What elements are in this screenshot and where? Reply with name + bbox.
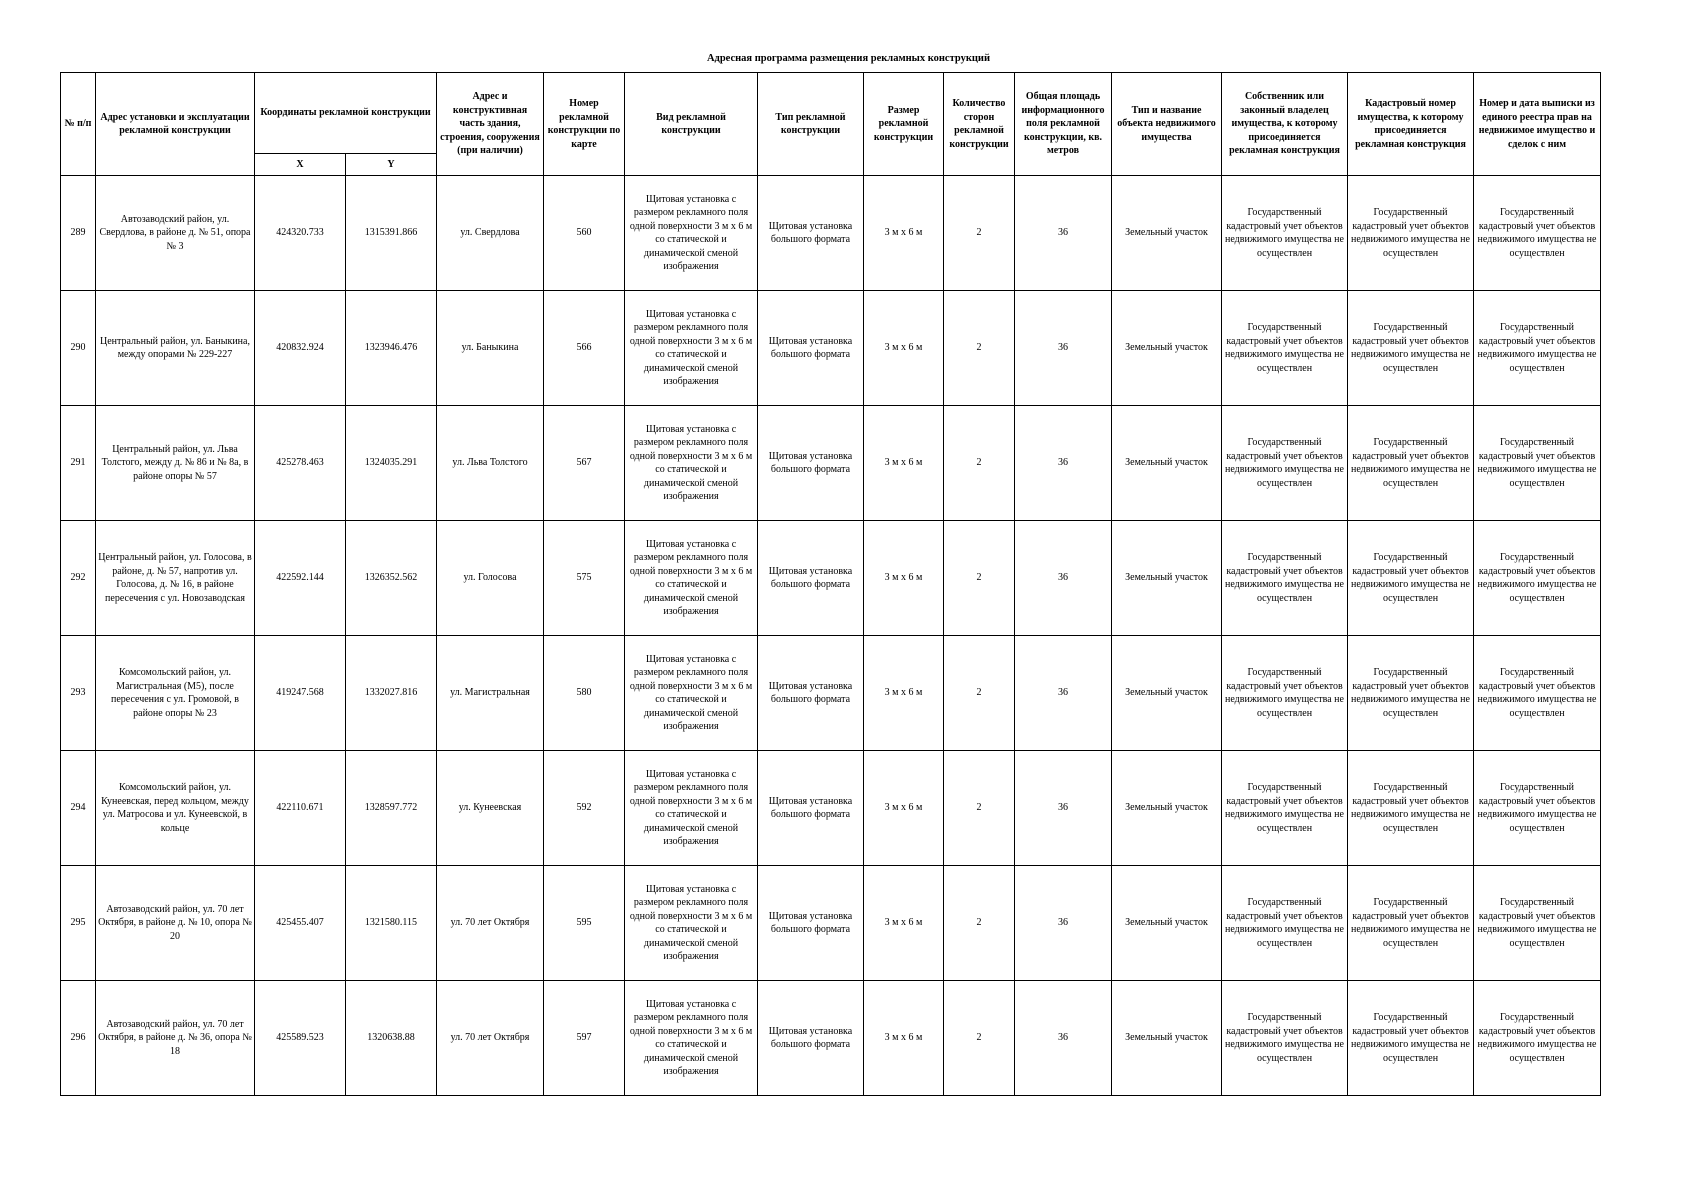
cell-building: ул. 70 лет Октября bbox=[437, 981, 544, 1096]
cell-x: 422592.144 bbox=[255, 521, 346, 636]
cell-size: 3 м х 6 м bbox=[864, 521, 944, 636]
cell-y: 1324035.291 bbox=[346, 406, 437, 521]
col-header-kind: Вид рекламной конструкции bbox=[625, 73, 758, 176]
advertising-structures-table bbox=[60, 72, 1601, 1096]
cell-cadastral: Государственный кадастровый учет объектов недвижимого имущества не осуществлен bbox=[1348, 521, 1474, 636]
cell-sides: 2 bbox=[944, 521, 1015, 636]
cell-owner: Государственный кадастровый учет объектов недвижимого имущества не осуществлен bbox=[1222, 981, 1348, 1096]
cell-type: Щитовая установка большого формата bbox=[758, 406, 864, 521]
cell-address: Автозаводский район, ул. 70 лет Октября, в районе д. № 36, опора № 18 bbox=[96, 981, 255, 1096]
cell-property: Земельный участок bbox=[1112, 176, 1222, 291]
cell-map-number: 567 bbox=[544, 406, 625, 521]
cell-property: Земельный участок bbox=[1112, 981, 1222, 1096]
cell-sides: 2 bbox=[944, 751, 1015, 866]
table-row bbox=[61, 866, 1601, 981]
cell-owner: Государственный кадастровый учет объектов недвижимого имущества не осуществлен bbox=[1222, 866, 1348, 981]
page-title: Адресная программа размещения рекламных конструкций bbox=[706, 53, 991, 64]
table-row bbox=[61, 406, 1601, 521]
cell-owner: Государственный кадастровый учет объектов недвижимого имущества не осуществлен bbox=[1222, 406, 1348, 521]
col-header-area: Общая площадь информационного поля рекламной конструкции, кв. метров bbox=[1015, 73, 1112, 176]
cell-owner: Государственный кадастровый учет объектов недвижимого имущества не осуществлен bbox=[1222, 176, 1348, 291]
cell-kind: Щитовая установка с размером рекламного поля одной поверхности 3 м х 6 м со статической и динамической сменой изображения bbox=[625, 406, 758, 521]
cell-x: 425455.407 bbox=[255, 866, 346, 981]
table-body bbox=[61, 176, 1601, 1096]
col-header-address: Адрес установки и эксплуатации рекламной конструкции bbox=[96, 73, 255, 176]
cell-map-number: 580 bbox=[544, 636, 625, 751]
cell-type: Щитовая установка большого формата bbox=[758, 176, 864, 291]
table-row bbox=[61, 751, 1601, 866]
cell-area: 36 bbox=[1015, 521, 1112, 636]
cell-map-number: 566 bbox=[544, 291, 625, 406]
col-header-owner: Собственник или законный владелец имущества, к которому присоединяется рекламная конструкция bbox=[1222, 73, 1348, 176]
col-header-x: X bbox=[255, 154, 346, 176]
cell-y: 1315391.866 bbox=[346, 176, 437, 291]
cell-num: 293 bbox=[61, 636, 96, 751]
cell-owner: Государственный кадастровый учет объектов недвижимого имущества не осуществлен bbox=[1222, 291, 1348, 406]
cell-sides: 2 bbox=[944, 981, 1015, 1096]
cell-owner: Государственный кадастровый учет объектов недвижимого имущества не осуществлен bbox=[1222, 521, 1348, 636]
cell-address: Центральный район, ул. Баныкина, между опорами № 229-227 bbox=[96, 291, 255, 406]
cell-kind: Щитовая установка с размером рекламного поля одной поверхности 3 м х 6 м со статической и динамической сменой изображения bbox=[625, 176, 758, 291]
col-header-size: Размер рекламной конструкции bbox=[864, 73, 944, 176]
cell-cadastral: Государственный кадастровый учет объектов недвижимого имущества не осуществлен bbox=[1348, 866, 1474, 981]
cell-sides: 2 bbox=[944, 291, 1015, 406]
cell-cadastral: Государственный кадастровый учет объектов недвижимого имущества не осуществлен bbox=[1348, 291, 1474, 406]
cell-property: Земельный участок bbox=[1112, 406, 1222, 521]
cell-map-number: 595 bbox=[544, 866, 625, 981]
col-header-sides: Количество сторон рекламной конструкции bbox=[944, 73, 1015, 176]
cell-cadastral: Государственный кадастровый учет объектов недвижимого имущества не осуществлен bbox=[1348, 981, 1474, 1096]
cell-property: Земельный участок bbox=[1112, 866, 1222, 981]
col-header-coords: Координаты рекламной конструкции bbox=[255, 73, 437, 154]
cell-registry: Государственный кадастровый учет объектов недвижимого имущества не осуществлен bbox=[1474, 636, 1601, 751]
cell-num: 296 bbox=[61, 981, 96, 1096]
cell-registry: Государственный кадастровый учет объектов недвижимого имущества не осуществлен bbox=[1474, 406, 1601, 521]
cell-num: 294 bbox=[61, 751, 96, 866]
cell-size: 3 м х 6 м bbox=[864, 176, 944, 291]
cell-area: 36 bbox=[1015, 406, 1112, 521]
cell-area: 36 bbox=[1015, 176, 1112, 291]
table-row bbox=[61, 981, 1601, 1096]
cell-cadastral: Государственный кадастровый учет объектов недвижимого имущества не осуществлен bbox=[1348, 636, 1474, 751]
cell-kind: Щитовая установка с размером рекламного поля одной поверхности 3 м х 6 м со статической и динамической сменой изображения bbox=[625, 751, 758, 866]
cell-address: Автозаводский район, ул. Свердлова, в районе д. № 51, опора № 3 bbox=[96, 176, 255, 291]
cell-y: 1328597.772 bbox=[346, 751, 437, 866]
cell-cadastral: Государственный кадастровый учет объектов недвижимого имущества не осуществлен bbox=[1348, 751, 1474, 866]
col-header-cadastral: Кадастровый номер имущества, к которому присоединяется рекламная конструкция bbox=[1348, 73, 1474, 176]
cell-map-number: 560 bbox=[544, 176, 625, 291]
cell-address: Центральный район, ул. Голосова, в районе, д. № 57, напротив ул. Голосова, д. № 16, в районе пересечения с ул. Новозаводская bbox=[96, 521, 255, 636]
cell-building: ул. Свердлова bbox=[437, 176, 544, 291]
col-header-type: Тип рекламной конструкции bbox=[758, 73, 864, 176]
cell-area: 36 bbox=[1015, 751, 1112, 866]
cell-map-number: 575 bbox=[544, 521, 625, 636]
cell-kind: Щитовая установка с размером рекламного поля одной поверхности 3 м х 6 м со статической и динамической сменой изображения bbox=[625, 866, 758, 981]
cell-area: 36 bbox=[1015, 636, 1112, 751]
cell-property: Земельный участок bbox=[1112, 521, 1222, 636]
cell-size: 3 м х 6 м bbox=[864, 751, 944, 866]
cell-address: Комсомольский район, ул. Магистральная (М5), после пересечения с ул. Громовой, в районе опоры № 23 bbox=[96, 636, 255, 751]
cell-x: 420832.924 bbox=[255, 291, 346, 406]
cell-registry: Государственный кадастровый учет объектов недвижимого имущества не осуществлен bbox=[1474, 866, 1601, 981]
cell-registry: Государственный кадастровый учет объектов недвижимого имущества не осуществлен bbox=[1474, 981, 1601, 1096]
cell-y: 1320638.88 bbox=[346, 981, 437, 1096]
cell-x: 425589.523 bbox=[255, 981, 346, 1096]
cell-registry: Государственный кадастровый учет объектов недвижимого имущества не осуществлен bbox=[1474, 751, 1601, 866]
cell-type: Щитовая установка большого формата bbox=[758, 636, 864, 751]
cell-registry: Государственный кадастровый учет объектов недвижимого имущества не осуществлен bbox=[1474, 291, 1601, 406]
table-row bbox=[61, 521, 1601, 636]
table-header bbox=[61, 73, 1601, 176]
col-header-property: Тип и название объекта недвижимого имущества bbox=[1112, 73, 1222, 176]
cell-cadastral: Государственный кадастровый учет объектов недвижимого имущества не осуществлен bbox=[1348, 176, 1474, 291]
cell-sides: 2 bbox=[944, 406, 1015, 521]
cell-size: 3 м х 6 м bbox=[864, 981, 944, 1096]
cell-num: 290 bbox=[61, 291, 96, 406]
cell-building: ул. Магистральная bbox=[437, 636, 544, 751]
cell-cadastral: Государственный кадастровый учет объектов недвижимого имущества не осуществлен bbox=[1348, 406, 1474, 521]
col-header-y: Y bbox=[346, 154, 437, 176]
cell-sides: 2 bbox=[944, 866, 1015, 981]
cell-x: 422110.671 bbox=[255, 751, 346, 866]
cell-x: 424320.733 bbox=[255, 176, 346, 291]
cell-kind: Щитовая установка с размером рекламного поля одной поверхности 3 м х 6 м со статической и динамической сменой изображения bbox=[625, 636, 758, 751]
cell-kind: Щитовая установка с размером рекламного поля одной поверхности 3 м х 6 м со статической и динамической сменой изображения bbox=[625, 981, 758, 1096]
cell-type: Щитовая установка большого формата bbox=[758, 751, 864, 866]
cell-num: 295 bbox=[61, 866, 96, 981]
cell-owner: Государственный кадастровый учет объектов недвижимого имущества не осуществлен bbox=[1222, 751, 1348, 866]
cell-address: Центральный район, ул. Льва Толстого, между д. № 86 и № 8а, в районе опоры № 57 bbox=[96, 406, 255, 521]
col-header-num: № п/п bbox=[61, 73, 96, 176]
cell-num: 291 bbox=[61, 406, 96, 521]
table-row bbox=[61, 291, 1601, 406]
cell-type: Щитовая установка большого формата bbox=[758, 291, 864, 406]
col-header-building: Адрес и конструктивная часть здания, строения, сооружения (при наличии) bbox=[437, 73, 544, 176]
cell-map-number: 592 bbox=[544, 751, 625, 866]
cell-area: 36 bbox=[1015, 866, 1112, 981]
cell-property: Земельный участок bbox=[1112, 291, 1222, 406]
cell-y: 1332027.816 bbox=[346, 636, 437, 751]
cell-building: ул. Баныкина bbox=[437, 291, 544, 406]
cell-property: Земельный участок bbox=[1112, 636, 1222, 751]
cell-type: Щитовая установка большого формата bbox=[758, 981, 864, 1096]
cell-building: ул. Кунеевская bbox=[437, 751, 544, 866]
cell-sides: 2 bbox=[944, 176, 1015, 291]
cell-kind: Щитовая установка с размером рекламного поля одной поверхности 3 м х 6 м со статической и динамической сменой изображения bbox=[625, 521, 758, 636]
cell-type: Щитовая установка большого формата bbox=[758, 866, 864, 981]
table-row bbox=[61, 176, 1601, 291]
col-header-map-number: Номер рекламной конструкции по карте bbox=[544, 73, 625, 176]
cell-num: 289 bbox=[61, 176, 96, 291]
cell-size: 3 м х 6 м bbox=[864, 866, 944, 981]
cell-y: 1323946.476 bbox=[346, 291, 437, 406]
cell-building: ул. 70 лет Октября bbox=[437, 866, 544, 981]
cell-kind: Щитовая установка с размером рекламного поля одной поверхности 3 м х 6 м со статической и динамической сменой изображения bbox=[625, 291, 758, 406]
cell-registry: Государственный кадастровый учет объектов недвижимого имущества не осуществлен bbox=[1474, 521, 1601, 636]
cell-address: Комсомольский район, ул. Кунеевская, перед кольцом, между ул. Матросова и ул. Кунеевской, в кольце bbox=[96, 751, 255, 866]
cell-map-number: 597 bbox=[544, 981, 625, 1096]
cell-building: ул. Льва Толстого bbox=[437, 406, 544, 521]
cell-x: 425278.463 bbox=[255, 406, 346, 521]
col-header-registry: Номер и дата выписки из единого реестра прав на недвижимое имущество и сделок с ним bbox=[1474, 73, 1601, 176]
cell-address: Автозаводский район, ул. 70 лет Октября, в районе д. № 10, опора № 20 bbox=[96, 866, 255, 981]
cell-type: Щитовая установка большого формата bbox=[758, 521, 864, 636]
cell-size: 3 м х 6 м bbox=[864, 406, 944, 521]
cell-y: 1321580.115 bbox=[346, 866, 437, 981]
cell-area: 36 bbox=[1015, 981, 1112, 1096]
cell-property: Земельный участок bbox=[1112, 751, 1222, 866]
cell-building: ул. Голосова bbox=[437, 521, 544, 636]
cell-area: 36 bbox=[1015, 291, 1112, 406]
cell-num: 292 bbox=[61, 521, 96, 636]
cell-size: 3 м х 6 м bbox=[864, 291, 944, 406]
cell-sides: 2 bbox=[944, 636, 1015, 751]
cell-owner: Государственный кадастровый учет объектов недвижимого имущества не осуществлен bbox=[1222, 636, 1348, 751]
cell-x: 419247.568 bbox=[255, 636, 346, 751]
cell-y: 1326352.562 bbox=[346, 521, 437, 636]
table-row bbox=[61, 636, 1601, 751]
cell-size: 3 м х 6 м bbox=[864, 636, 944, 751]
cell-registry: Государственный кадастровый учет объектов недвижимого имущества не осуществлен bbox=[1474, 176, 1601, 291]
